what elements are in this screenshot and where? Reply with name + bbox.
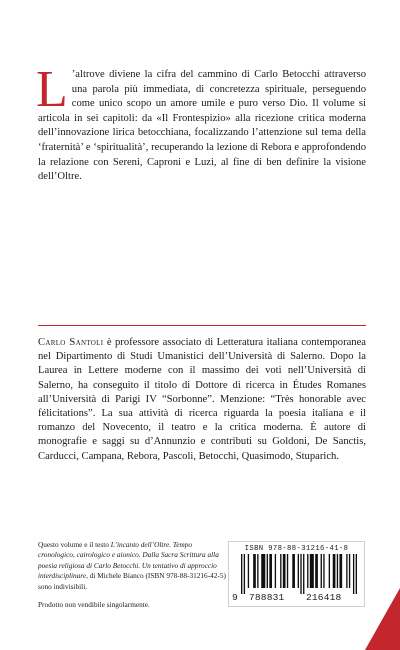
barcode-bar (329, 554, 330, 588)
barcode-bar (333, 554, 336, 588)
barcode-bar (280, 554, 281, 588)
barcode-bar (349, 554, 350, 588)
barcode-bar (275, 554, 276, 588)
blurb-text: ’altrove diviene la cifra del cammino di Carlo Betocchi attraverso una parola più immediata, di concretezza spirituale, perseguendo come unico scopo un amore umile e puro verso Dio. Il volume si articola in sei capitoli: da «Il Frontespizio» alla ricezione critica moderna dell’innovazione lirica betocchiana, focalizzando l’attenzione sul tema della ‘fraternità’ e ‘spiritualità’, recuperando la lezione di Rebora e approfondendo la relazione con Sereni, Caproni e Luzi, al fine di ben definire la visione dell’Oltre. (38, 69, 366, 183)
barcode-bar (300, 554, 301, 594)
back-cover-blurb (36, 61, 366, 185)
barcode-bar (310, 554, 314, 588)
barcode-bars (241, 554, 357, 594)
barcode-bar (244, 554, 245, 594)
barcode-bar (283, 554, 286, 588)
barcode-bar (307, 554, 308, 588)
barcode-bar (356, 554, 357, 594)
barcode-bar (303, 554, 304, 594)
barcode-bar (253, 554, 256, 588)
sales-note (38, 540, 226, 610)
barcode-bar (287, 554, 288, 588)
barcode-bar (257, 554, 258, 588)
author-bio (38, 336, 366, 464)
barcode-bar (337, 554, 338, 588)
barcode-bar (315, 554, 318, 588)
barcode-bar (269, 554, 272, 588)
author-name: Carlo Santoli (38, 337, 104, 348)
companion-title: L’incanto dell’Oltre. Tempo cronologico, cairologico e aionico. Dalla Sacra Scrittura alla poesia religiosa di Carlo Betocchi. Un tentativo di approccio interdisciplinare (38, 540, 219, 581)
barcode-digit-lead: 9 (232, 592, 238, 603)
barcode-bar (292, 554, 295, 588)
divider-rule (38, 325, 366, 326)
barcode-bar (298, 554, 299, 588)
barcode-bar (353, 554, 354, 594)
barcode-bar (241, 554, 242, 594)
bio-text: è professore associato di Letteratura italiana contemporanea nel Dipartimento di Studi Umanistici dell’Università di Salerno. Dopo la Laurea in Lettere moderne con il massimo dei voti nell’Università di Salerno, ha conseguito il titolo di Dottore di ricerca in Études Romanes all’Università di Parigi IV “Sorbonne”. Menzione: “Très honorable avec félicitations”. La sua attività di ricerca riguarda la poesia italiana e il romanzo del Novecento, il teatro e la critica moderna. È autore di monografie e saggi su d’Annunzio e contributi su Goldoni, De Sanctis, Carducci, Campana, Rebora, Pascoli, Betocchi, Quasimodo, Stuparich. (38, 337, 367, 462)
not-for-sale-note: Prodotto non vendibile singolarmente. (38, 600, 150, 610)
barcode-bar (261, 554, 265, 588)
barcode-bar (339, 554, 342, 588)
barcode-bar (323, 554, 324, 588)
isbn-barcode (228, 541, 365, 607)
corner-triangle (365, 588, 400, 650)
barcode-bar (321, 554, 322, 588)
barcode-bar (346, 554, 347, 588)
isbn-label: ISBN 978-88-31216-41-8 (244, 545, 349, 553)
barcode-bar (267, 554, 268, 588)
barcode-digit-left: 788831 (249, 592, 285, 603)
bundle-note: Questo volume e il testo L’incanto dell’Oltre. Tempo cronologico, cairologico e aionico. Dalla Sacra Scrittura alla poesia religiosa di Carlo Betocchi. Un tentativo di approccio interdisciplinare, di Michele Bianco (ISBN 978-88-31216-42-5) sono indivisibili. (38, 540, 226, 591)
drop-cap: L (36, 61, 68, 118)
barcode-digit-right: 216418 (306, 592, 342, 603)
barcode-bar (248, 554, 249, 588)
